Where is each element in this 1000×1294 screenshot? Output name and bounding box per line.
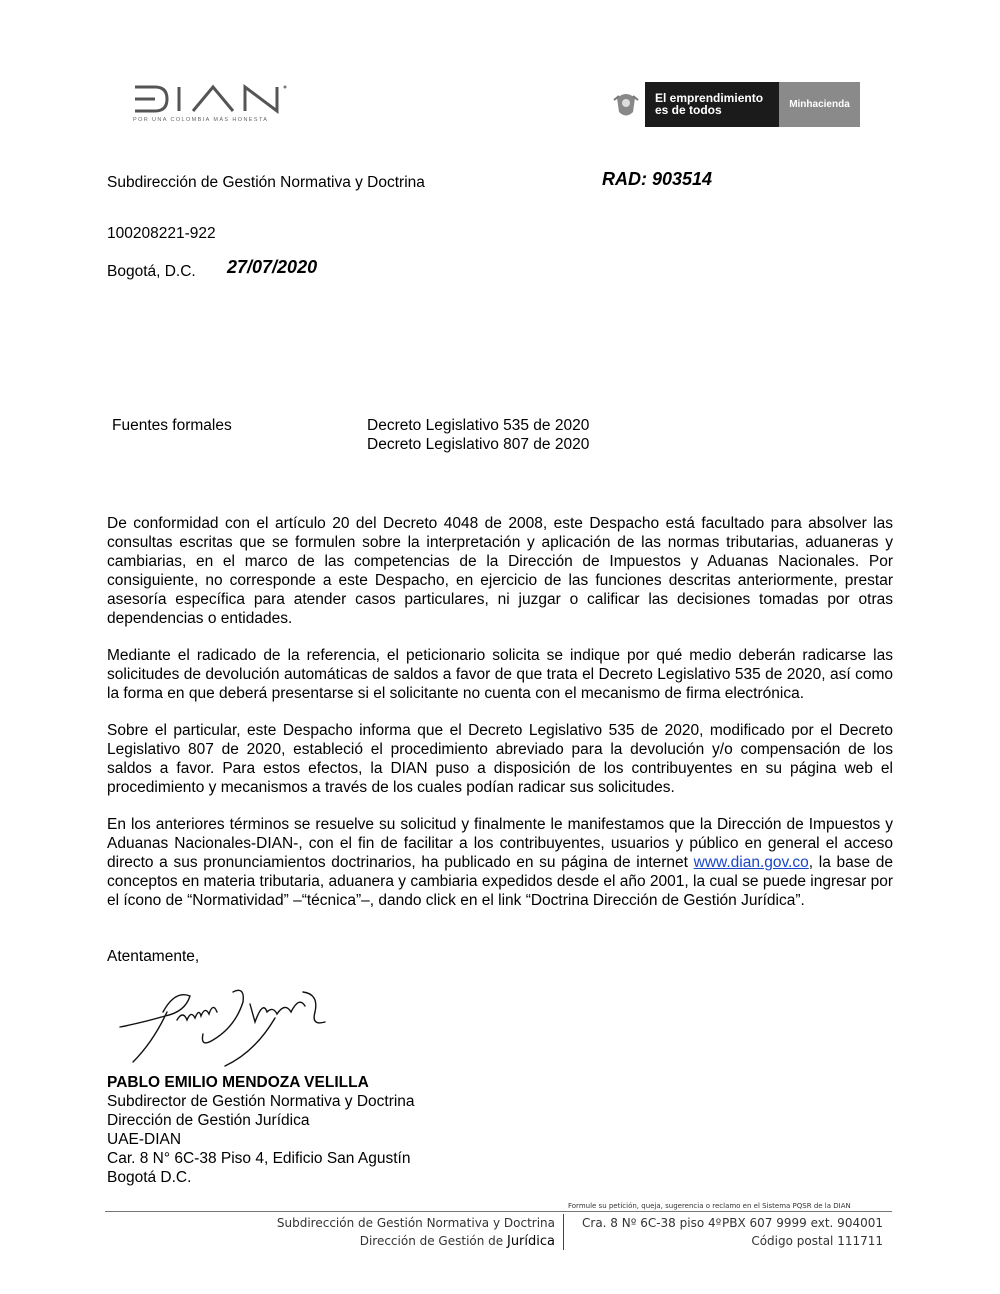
footer-office-line2-prefix: Dirección de Gestión de [359,1234,507,1248]
rad-number: RAD: 903514 [602,169,713,189]
footer-office-line2 [360,1234,555,1249]
paragraph-3: Sobre el particular, este Despacho informa que el Decreto Legislativo 535 de 2020, modificado por el Decreto Legislativo 807 de 2020, estableció el procedimiento abreviado para la devolución y/o compensación de los saldos a favor. Para estos efectos, la DIAN puso a disposición de los contribuyentes en su página web el procedimiento y mecanismos a través de los cuales podían radicar sus solicitudes. [107,722,893,796]
city: Bogotá, D.C. [107,263,196,280]
dian-website-link[interactable]: www.dian.gov.co [693,854,809,871]
signer-address: Car. 8 N° 6C-38 Piso 4, Edificio San Agustín [107,1150,411,1167]
pqsr-note: Formule su petición, queja, sugerencia o reclamo en el Sistema PQSR de la DIAN [568,1202,851,1210]
government-logo [607,82,860,127]
document-date: 27/07/2020 [227,257,318,277]
paragraph-4-text-end: , la base de conceptos en materia tributaria, aduanera y cambiaria expedidos desde el año 2001, la cual se puede ingresar por el ícono de “Normatividad” –“técnica”–, dando click en el link “Doctrina Dirección de Gestión Jurídica”. [107,854,893,909]
source-item: Decreto Legislativo 807 de 2020 [367,436,590,453]
signer-department: Dirección de Gestión Jurídica [107,1112,310,1129]
gov-logo-line2: es de todos [655,103,722,117]
handwritten-signature [105,982,335,1072]
dian-logo [133,84,293,128]
source-item: Decreto Legislativo 535 de 2020 [367,417,590,434]
gov-logo-line1: El emprendimiento [655,91,764,105]
dian-logo-tagline: POR UNA COLOMBIA MÁS HONESTA [133,117,269,123]
paragraph-1: De conformidad con el artículo 20 del Decreto 4048 de 2008, este Despacho está facultado para absolver las consultas escritas que se formulen sobre la interpretación y aplicación de las normas tributarias, aduaneras y cambiarias, en el marco de las competencias de la Dirección de Impuestos y Aduanas Nacionales. Por consiguiente, no corresponde a este Despacho, en ejercicio de las funciones descritas anteriormente, prestar asesoría específica para atender casos particulares, ni juzgar o calificar las decisiones tomadas por otras dependencias o entidades. [107,515,893,627]
paragraph-4 [107,815,893,910]
footer-address: Cra. 8 Nº 6C-38 piso 4º [582,1216,722,1230]
footer-phone: PBX 607 9999 ext. 904001 [722,1216,883,1230]
signer-city: Bogotá D.C. [107,1169,192,1186]
footer-postal-code: Código postal 111711 [751,1234,883,1248]
gov-logo-ministry: Minhacienda [779,82,860,127]
signer-organization: UAE-DIAN [107,1131,182,1148]
signer-title: Subdirector de Gestión Normativa y Doctrina [107,1093,415,1110]
coat-of-arms-icon [607,82,645,127]
gov-logo-slogan [645,82,779,127]
sources-label: Fuentes formales [112,417,232,434]
footer-divider [105,1211,892,1212]
office-name: Subdirección de Gestión Normativa y Doctrina [107,174,425,191]
closing: Atentamente, [107,948,200,965]
footer-office-line1: Subdirección de Gestión Normativa y Doctrina [276,1216,555,1230]
paragraph-2: Mediante el radicado de la referencia, el peticionario solicita se indique por qué medio deberán radicarse las solicitudes de devolución automáticas de saldos a favor de que trata el Decreto Legislativo 535 de 2020, así como la forma en que deberá presentarse si el solicitante no cuenta con el mecanismo de firma electrónica. [107,647,893,702]
footer-office-line2-bold: Jurídica [506,1234,555,1249]
signer-name: PABLO EMILIO MENDOZA VELILLA [107,1074,369,1091]
reference-number: 100208221-922 [107,225,216,242]
footer-vertical-divider [563,1214,564,1250]
paragraph-4-text: En los anteriores términos se resuelve su solicitud y finalmente le manifestamos que la Dirección de Impuestos y Aduanas Nacionales-DIAN-, con el fin de facilitar a los contribuyentes, usuarios y público en general el acceso directo a sus pronunciamientos doctrinarios, ha publicado en su página de internet [107,816,893,871]
